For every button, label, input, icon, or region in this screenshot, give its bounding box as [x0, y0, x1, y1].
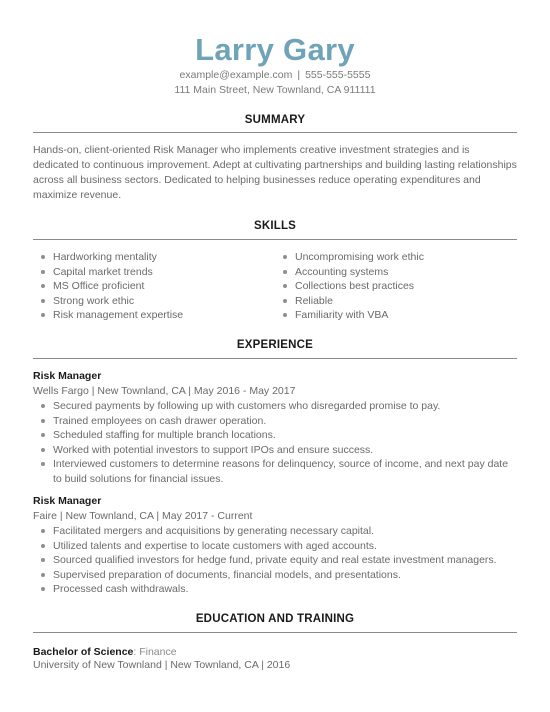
skills-list-right: [275, 250, 515, 323]
skill-item: Strong work ethic: [33, 294, 268, 309]
degree-name: Bachelor of Science: [33, 646, 134, 658]
email-address: example@example.com: [179, 69, 293, 81]
skill-item: Risk management expertise: [33, 308, 268, 323]
skill-item: Hardworking mentality: [33, 250, 268, 265]
skills-divider: [33, 239, 517, 240]
phone-number: 555-555-5555: [305, 69, 371, 81]
job-duties-list: [33, 524, 517, 597]
job-title: Risk Manager: [33, 495, 102, 507]
experience-divider: [33, 358, 517, 359]
summary-heading: SUMMARY: [244, 114, 306, 126]
candidate-name: Larry Gary: [195, 32, 355, 67]
duty-item: Utilized talents and expertise to locate customers with aged accounts.: [33, 539, 517, 554]
school-line: University of New Townland | New Townland, CA | 2016: [33, 659, 291, 671]
skills-list-left: [33, 250, 268, 323]
mailing-address: 111 Main Street, New Townland, CA 911111: [174, 84, 376, 96]
duty-item: Sourced qualified investors for hedge fund, private equity and real estate investment managers.: [33, 553, 517, 568]
skill-item: MS Office proficient: [33, 279, 268, 294]
degree-separator: :: [133, 646, 137, 658]
job-title: Risk Manager: [33, 370, 102, 382]
contact-line: [0, 69, 550, 81]
duty-item: Supervised preparation of documents, financial models, and presentations.: [33, 568, 517, 583]
duty-item: Trained employees on cash drawer operation.: [33, 414, 517, 429]
duty-item: Interviewed customers to determine reasons for delinquency, source of income, and next pay date to build solutions for financial issues.: [33, 457, 517, 486]
duty-item: Facilitated mergers and acquisitions by generating necessary capital.: [33, 524, 517, 539]
summary-divider: [33, 132, 517, 133]
education-heading: EDUCATION AND TRAINING: [195, 613, 355, 625]
education-divider: [33, 632, 517, 633]
degree-field: Finance: [139, 646, 177, 658]
job-employer-line: Faire | New Townland, CA | May 2017 - Current: [33, 510, 253, 522]
summary-text: Hands-on, client-oriented Risk Manager who implements creative investment strategies and is dedicated to continuous improvement. Adept at cultivating partnerships and building lasting relationships across all business sectors. Dedicated to helping businesses reduce operating expenditures and maximize revenue.: [33, 144, 517, 201]
contact-separator: |: [297, 69, 301, 81]
duty-item: Scheduled staffing for multiple branch locations.: [33, 428, 517, 443]
experience-heading: EXPERIENCE: [236, 339, 314, 351]
duty-item: Processed cash withdrawals.: [33, 582, 517, 597]
skill-item: Familiarity with VBA: [275, 308, 515, 323]
job-employer-line: Wells Fargo | New Townland, CA | May 2016 - May 2017: [33, 385, 296, 397]
skill-item: Capital market trends: [33, 265, 268, 280]
job-duties-list: [33, 399, 517, 487]
skill-item: Reliable: [275, 294, 515, 309]
skill-item: Uncompromising work ethic: [275, 250, 515, 265]
degree-line: [33, 646, 177, 658]
duty-item: Worked with potential investors to support IPOs and ensure success.: [33, 443, 517, 458]
skills-heading: SKILLS: [253, 220, 297, 232]
skill-item: Accounting systems: [275, 265, 515, 280]
duty-item: Secured payments by following up with customers who disregarded promise to pay.: [33, 399, 517, 414]
skill-item: Collections best practices: [275, 279, 515, 294]
